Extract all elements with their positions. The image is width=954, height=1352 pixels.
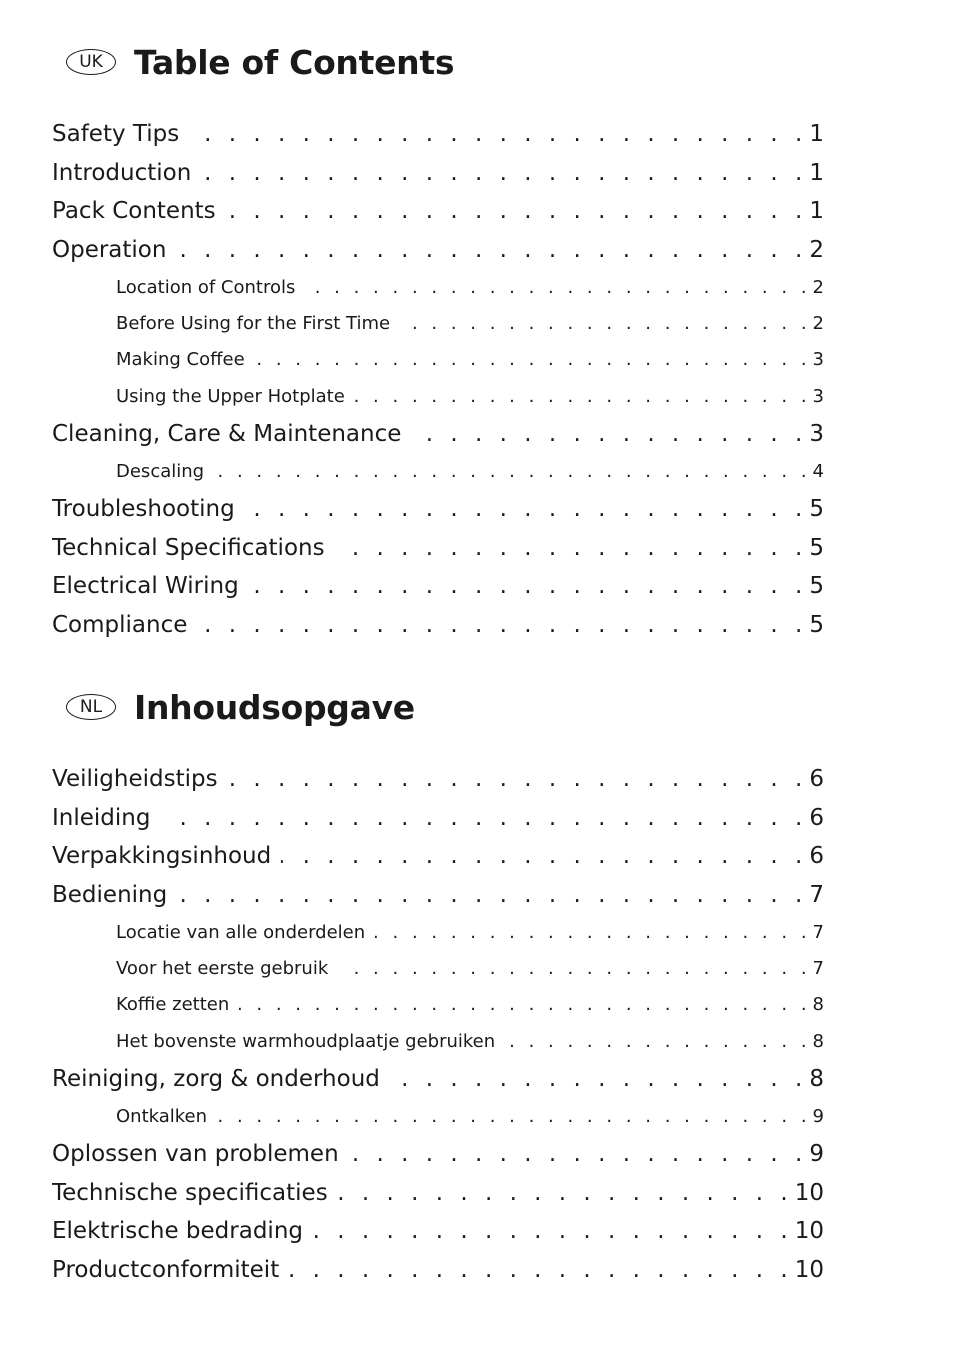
toc-entry-page-number: 8 [812, 1030, 824, 1052]
dot-leader [289, 1251, 793, 1290]
dot-leader [355, 379, 811, 415]
dot-leader [305, 270, 810, 306]
toc-entry[interactable] [52, 567, 824, 606]
toc-entry-label: Elektrische bedrading [52, 1218, 303, 1245]
toc-list [52, 760, 824, 1290]
toc-entry[interactable] [52, 192, 824, 231]
toc-entry-label: Before Using for the First Time [116, 313, 391, 335]
dot-leader [176, 231, 807, 270]
toc-entry-label: Operation [52, 237, 167, 264]
dot-leader [239, 987, 810, 1023]
toc-entry-label: Oplossen van problemen [52, 1140, 339, 1167]
toc-entry[interactable] [52, 760, 824, 799]
dot-leader [338, 951, 810, 987]
toc-subentry[interactable] [52, 454, 824, 490]
toc-entry-label: Technische specificaties [52, 1179, 328, 1206]
toc-entry[interactable] [52, 606, 824, 645]
toc-entry-page-number: 3 [809, 420, 824, 447]
toc-entry-page-number: 3 [812, 349, 824, 371]
toc-entry-page-number: 10 [794, 1256, 824, 1283]
dot-leader [201, 154, 807, 193]
dot-leader [189, 115, 807, 154]
toc-entry-label: Technical Specifications [52, 534, 325, 561]
toc-entry[interactable] [52, 115, 824, 154]
toc-entry-page-number: 8 [809, 1065, 824, 1092]
toc-subentry[interactable] [52, 342, 824, 378]
toc-subentry[interactable] [52, 1024, 824, 1060]
section-title: Inhoudsopgave [134, 687, 415, 727]
toc-entry-page-number: 10 [794, 1179, 824, 1206]
dot-leader [505, 1024, 810, 1060]
toc-entry-label: Bediening [52, 882, 168, 909]
toc-entry-page-number: 6 [809, 766, 824, 792]
toc-entry-label: Reiniging, zorg & onderhoud [52, 1065, 380, 1092]
toc-entry-page-number: 10 [794, 1218, 824, 1245]
toc-entry-page-number: 5 [809, 534, 824, 561]
toc-entry[interactable] [52, 490, 824, 529]
dot-leader [281, 837, 807, 876]
dot-leader [249, 567, 808, 606]
toc-subentry[interactable] [52, 951, 824, 987]
toc-subentry[interactable] [52, 379, 824, 415]
toc-entry-label: Koffie zetten [116, 994, 230, 1016]
toc-entry-label: Locatie van alle onderdelen [116, 921, 366, 943]
dot-leader [411, 415, 807, 454]
dot-leader [349, 1135, 808, 1174]
toc-entry[interactable] [52, 1251, 824, 1290]
toc-entry-page-number: 9 [812, 1105, 824, 1127]
toc-entry-label: Location of Controls [116, 276, 296, 298]
toc-subentry[interactable] [52, 306, 824, 342]
toc-entry-page-number: 1 [809, 159, 824, 186]
section-heading [66, 687, 415, 727]
toc-entry[interactable] [52, 1135, 824, 1174]
toc-entry-label: Inleiding [52, 804, 151, 831]
toc-entry-label: Productconformiteit [52, 1256, 280, 1283]
dot-leader [197, 606, 807, 645]
toc-entry-label: Descaling [116, 460, 205, 482]
toc-entry-page-number: 5 [809, 495, 824, 522]
dot-leader [338, 1174, 793, 1213]
toc-subentry[interactable] [52, 270, 824, 306]
toc-entry-label: Ontkalken [116, 1105, 208, 1127]
dot-leader [214, 454, 810, 490]
dot-leader [226, 192, 808, 231]
toc-entry-label: Pack Contents [52, 198, 216, 225]
toc-entry-label: Het bovenste warmhoudplaatje gebruiken [116, 1030, 496, 1052]
toc-entry[interactable] [52, 1212, 824, 1251]
toc-entry-label: Using the Upper Hotplate [116, 385, 345, 407]
toc-entry-page-number: 6 [809, 843, 824, 870]
section-heading [66, 42, 454, 82]
toc-entry-label: Safety Tips [52, 121, 180, 147]
section-title: Table of Contents [134, 42, 455, 82]
language-badge: UK [66, 49, 116, 75]
dot-leader [335, 529, 808, 568]
toc-entry-page-number: 7 [812, 921, 824, 943]
toc-entry-label: Electrical Wiring [52, 573, 239, 600]
toc-entry-label: Compliance [52, 611, 188, 638]
toc-entry-page-number: 2 [812, 276, 824, 298]
toc-entry-page-number: 7 [812, 958, 824, 980]
toc-entry-page-number: 4 [812, 460, 824, 482]
toc-entry-label: Verpakkingsinhoud [52, 843, 272, 870]
dot-leader [245, 490, 808, 529]
toc-entry[interactable] [52, 415, 824, 454]
toc-entry-page-number: 1 [809, 121, 824, 147]
dot-leader [160, 799, 807, 838]
toc-subentry[interactable] [52, 1099, 824, 1135]
toc-entry-page-number: 2 [809, 237, 824, 264]
toc-entry[interactable] [52, 529, 824, 568]
toc-entry-label: Making Coffee [116, 349, 245, 371]
toc-entry-label: Troubleshooting [52, 495, 235, 522]
toc-entry-page-number: 6 [809, 804, 824, 831]
toc-entry-label: Cleaning, Care & Maintenance [52, 420, 402, 447]
toc-entry-page-number: 2 [812, 313, 824, 335]
toc-entry[interactable] [52, 154, 824, 193]
dot-leader [255, 342, 811, 378]
dot-leader [375, 915, 810, 951]
toc-entry-page-number: 8 [812, 994, 824, 1016]
toc-list [52, 115, 824, 645]
toc-entry-page-number: 5 [809, 573, 824, 600]
toc-entry[interactable] [52, 1060, 824, 1099]
dot-leader [313, 1212, 793, 1251]
toc-entry[interactable] [52, 837, 824, 876]
toc-subentry[interactable] [52, 987, 824, 1023]
dot-leader [390, 1060, 807, 1099]
toc-entry-label: Introduction [52, 159, 192, 186]
language-badge: NL [66, 694, 116, 720]
toc-subentry[interactable] [52, 915, 824, 951]
dot-leader [228, 760, 808, 799]
dot-leader [177, 876, 807, 915]
toc-entry[interactable] [52, 1174, 824, 1213]
toc-entry[interactable] [52, 876, 824, 915]
toc-entry-page-number: 1 [809, 198, 824, 225]
toc-entry-page-number: 3 [812, 385, 824, 407]
toc-entry-page-number: 9 [809, 1140, 824, 1167]
toc-entry-page-number: 5 [809, 611, 824, 638]
dot-leader [217, 1099, 811, 1135]
toc-entry[interactable] [52, 799, 824, 838]
dot-leader [400, 306, 810, 342]
toc-entry[interactable] [52, 231, 824, 270]
toc-entry-page-number: 7 [809, 882, 824, 909]
toc-entry-label: Voor het eerste gebruik [116, 958, 329, 980]
toc-entry-label: Veiligheidstips [52, 766, 218, 792]
